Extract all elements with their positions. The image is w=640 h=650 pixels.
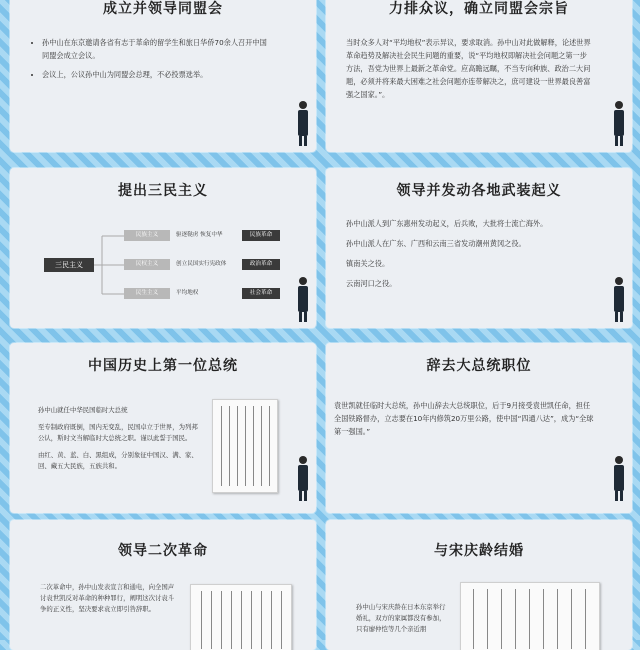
principle-desc: 创立民国实行宪政体	[176, 261, 227, 267]
sun-yatsen-figure-icon	[612, 276, 626, 322]
card-title: 领导二次革命	[118, 543, 208, 559]
card-line: 孙中山就任中华民国临时大总统	[38, 406, 128, 414]
card-sanmin	[10, 168, 316, 328]
revolution-tag: 政治革命	[242, 259, 280, 270]
card-zongzhi	[326, 0, 632, 152]
manifesto-document-image	[190, 584, 292, 650]
card-text	[32, 36, 272, 87]
principle-box: 民权主义	[124, 259, 170, 270]
card-title: 中国历史上第一位总统	[88, 358, 238, 374]
card-paragraph: 二次革命中，孙中山发表宣言和通电，向全国声讨袁世凯反对革命的种种罪行，阐明这次讨袁斗争的正义性，坚决要求袁立即引咎辞职。	[40, 583, 175, 613]
card-paragraph: 孙中山与宋庆龄在日本东京举行婚礼，双方的家属都没有参加，只有廖仲恺等几个亲近朋	[356, 603, 446, 633]
connector-lines	[94, 228, 124, 304]
card-title: 提出三民主义	[118, 183, 208, 199]
root-box: 三民主义	[44, 258, 94, 272]
oath-document-image	[212, 399, 278, 493]
principle-box: 民族主义	[124, 230, 170, 241]
card-text	[346, 36, 594, 105]
principle-desc: 平均地权	[176, 290, 199, 296]
principle-box: 民生主义	[124, 288, 170, 299]
card-title: 辞去大总统职位	[426, 358, 532, 374]
card-line: 至专制政府既倒，国内无变乱，民国卓立于世界，为列邦公认，斯时文当解临时大总统之职。谨以此誓于国民。	[38, 423, 198, 442]
bullet-item: • 孙中山在东京邀请各省有志于革命的留学生和旅日华侨70余人召开中国同盟会成立会议。	[42, 36, 272, 62]
card-text	[356, 602, 448, 639]
principle-desc: 驱逐鞑虏 恢复中华	[176, 232, 223, 238]
card-text	[346, 218, 596, 293]
sun-yatsen-figure-icon	[296, 100, 310, 146]
card-marriage	[326, 520, 632, 650]
card-first-president	[10, 343, 316, 513]
card-text	[40, 582, 180, 619]
card-tongmenghui	[10, 0, 316, 152]
revolution-tag: 民族革命	[242, 230, 280, 241]
card-second-revolution	[10, 520, 316, 650]
sun-yatsen-figure-icon	[296, 276, 310, 322]
card-title: 成立并领导同盟会	[103, 1, 223, 17]
card-line: 镇南关之役。	[346, 259, 390, 268]
card-title: 与宋庆龄结婚	[434, 543, 524, 559]
card-title: 力排众议，确立同盟会宗旨	[389, 1, 569, 17]
sun-yatsen-figure-icon	[296, 455, 310, 501]
bullet-item: • 会议上，公议孙中山为同盟会总理，不必投票选举。	[42, 68, 272, 81]
card-paragraph: 当时众多人对“平均地权”表示异议，要求取消。孙中山对此做解释，论述世界革命趋势及解决社会民生问题的重要，说“平均地权即解决社会问题之第一步方法，吾党为世界上最新之革命党。应高瞻远瞩，不当专向种族、政治二大问题，必须并将来最大困难之社会问题亦连带解决之，庶可建设一世界最良善富强之国家。”。	[346, 38, 591, 99]
card-line: 孙中山派人到广东惠州发动起义，后兵败，大批将士流亡海外。	[346, 219, 548, 228]
card-text	[38, 405, 198, 476]
sun-yatsen-figure-icon	[612, 455, 626, 501]
card-paragraph: 袁世凯就任临时大总统，孙中山辞去大总统职位，后于9月接受袁世凯任命，担任全国铁路督办，立志要在10年内修筑20万里公路，使中国“四通八达”，成为“全球第一强国。”	[334, 401, 594, 436]
card-uprisings	[326, 168, 632, 328]
card-line: 云南河口之役。	[346, 279, 397, 288]
sun-yatsen-figure-icon	[612, 100, 626, 146]
card-line: 由红、黄、蓝、白、黑组成，分别象征中国汉、满、家、回、藏五大民族，五族共和。	[38, 451, 198, 470]
card-text	[334, 399, 596, 442]
card-title: 领导并发动各地武装起义	[396, 183, 562, 199]
revolution-tag: 社会革命	[242, 288, 280, 299]
card-resign	[326, 343, 632, 513]
card-line: 孙中山派人在广东、广西和云南三省发动潮州黄冈之役。	[346, 239, 526, 248]
